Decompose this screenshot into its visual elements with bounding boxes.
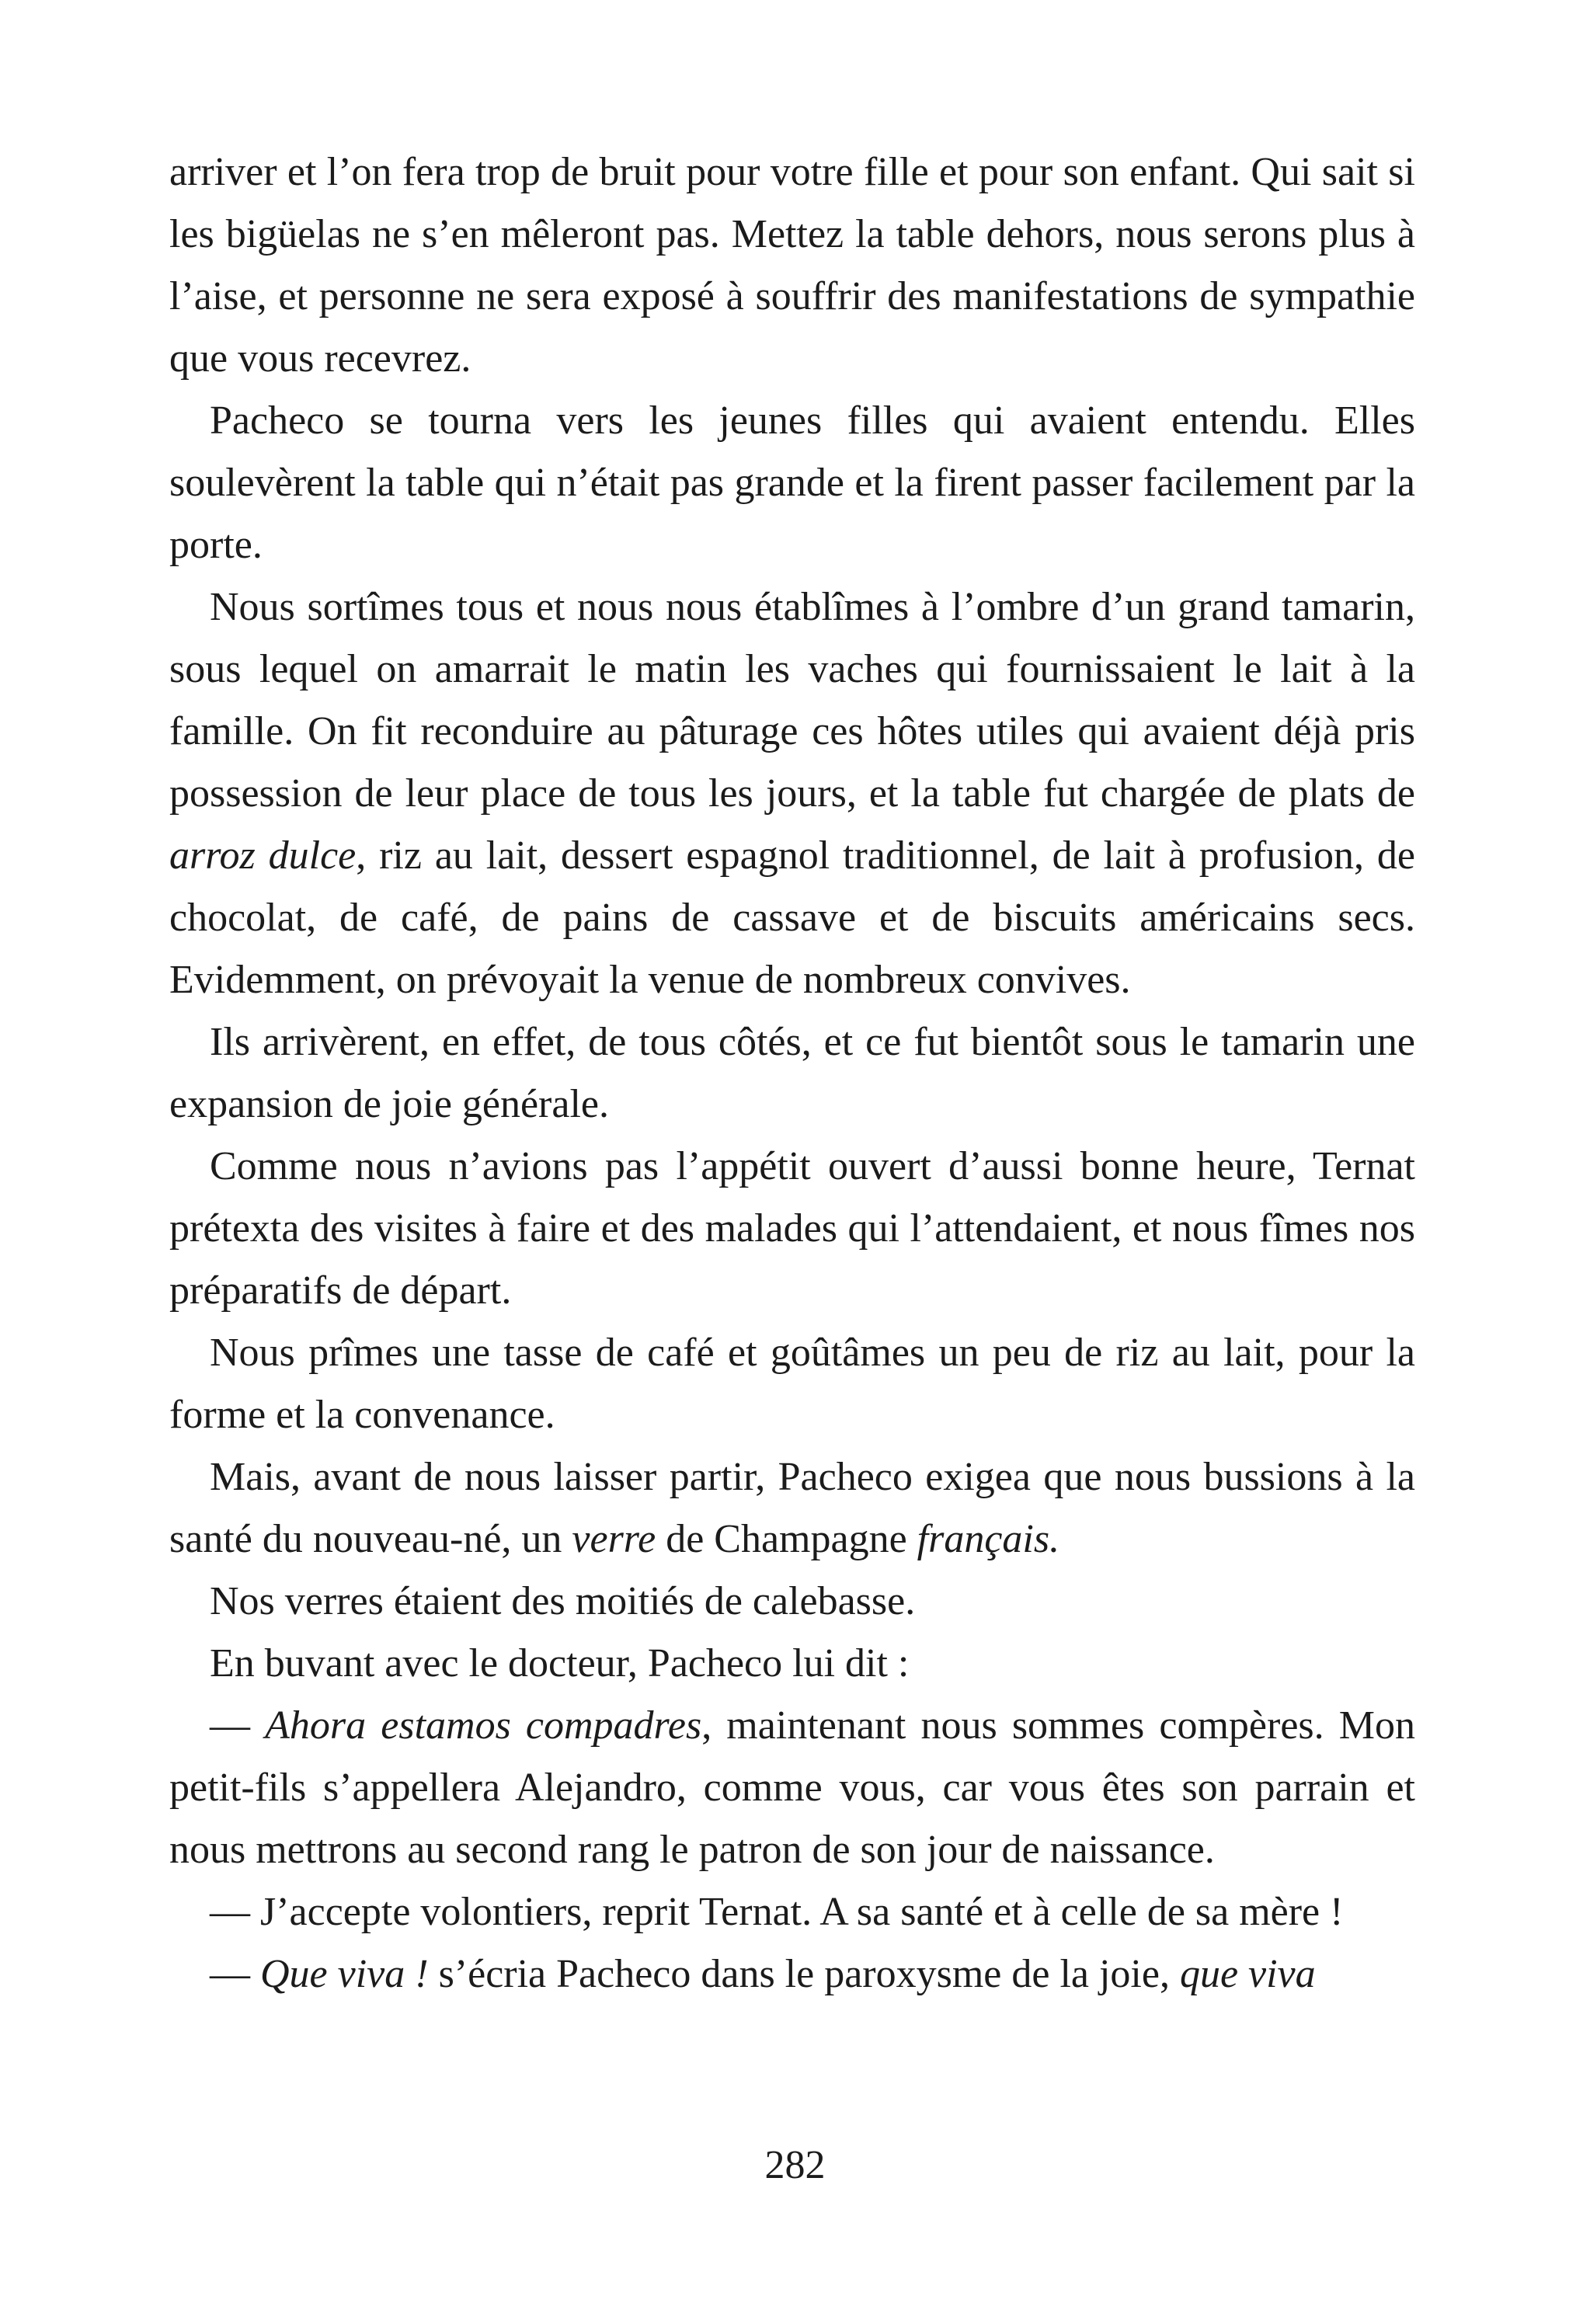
paragraph bbox=[169, 1633, 1415, 1695]
page-body bbox=[169, 141, 1415, 2006]
italic-run: que viva bbox=[1179, 1952, 1316, 1996]
paragraph bbox=[169, 141, 1415, 390]
text-run: , riz au lait, dessert espagnol traditionnel, de lait à profusion, de chocolat, de café, de pains de cassave et de biscuits américains secs. Evidemment, on prévoyait la venue de nombreux convives. bbox=[169, 833, 1415, 1002]
paragraph bbox=[169, 1695, 1415, 1881]
paragraph bbox=[169, 576, 1415, 1011]
text-run: Nous sortîmes tous et nous nous établîmes à l’ombre d’un grand tamarin, sous lequel on amarrait le matin les vaches qui fournissaient le lait à la famille. On fit reconduire au pâturage ces hôtes utiles qui avaient déjà pris possession de leur place de tous les jours, et la table fut chargée de plats de bbox=[169, 585, 1415, 816]
italic-run: verre bbox=[572, 1517, 656, 1561]
text-run: Nos verres étaient des moitiés de calebasse. bbox=[210, 1579, 916, 1623]
paragraph bbox=[169, 1322, 1415, 1446]
italic-run: Ahora estamos compadres bbox=[265, 1703, 702, 1748]
paragraph bbox=[169, 1011, 1415, 1136]
text-run: de Champagne bbox=[656, 1517, 917, 1561]
paragraph bbox=[169, 1881, 1415, 1943]
italic-run: Que viva ! bbox=[260, 1952, 429, 1996]
italic-run: arroz dulce bbox=[169, 833, 357, 878]
text-run: — J’accepte volontiers, reprit Ternat. A sa santé et à celle de sa mère ! bbox=[210, 1890, 1344, 1934]
text-run: Comme nous n’avions pas l’appétit ouvert d’aussi bonne heure, Ternat prétexta des visites à faire et des malades qui l’attendaient, et nous fîmes nos préparatifs de départ. bbox=[169, 1144, 1415, 1313]
text-run: s’écria Pacheco dans le paroxysme de la joie, bbox=[428, 1952, 1180, 1996]
paragraph bbox=[169, 390, 1415, 576]
paragraph bbox=[169, 1136, 1415, 1322]
text-run: , maintenant nous sommes compères. Mon petit-fils s’appellera Alejandro, comme vous, car vous êtes son parrain et nous mettrons au second rang le patron de son jour de naissance. bbox=[169, 1703, 1415, 1872]
text-run: Pacheco se tourna vers les jeunes filles qui avaient entendu. Elles soulevèrent la table qui n’était pas grande et la firent passer facilement par la porte. bbox=[169, 398, 1415, 567]
text-run: Nous prîmes une tasse de café et goûtâmes un peu de riz au lait, pour la forme et la convenance. bbox=[169, 1331, 1415, 1437]
page-number: 282 bbox=[764, 2143, 826, 2187]
paragraph bbox=[169, 1446, 1415, 1571]
text-run: — bbox=[210, 1952, 260, 1996]
text-run: arriver et l’on fera trop de bruit pour votre fille et pour son enfant. Qui sait si les bigüelas ne s’en mêleront pas. Mettez la table dehors, nous serons plus à l’aise, et personne ne sera exposé à souffrir des manifestations de sympathie que vous recevrez. bbox=[169, 150, 1415, 381]
italic-run: français. bbox=[917, 1517, 1060, 1561]
text-run: — bbox=[210, 1703, 266, 1748]
text-run: Mais, avant de nous laisser partir, Pacheco exigea que nous bussions à la santé du nouveau-né, un bbox=[169, 1455, 1415, 1561]
paragraph bbox=[169, 1943, 1415, 2006]
paragraph bbox=[169, 1571, 1415, 1633]
text-run: Ils arrivèrent, en effet, de tous côtés, et ce fut bientôt sous le tamarin une expansion de joie générale. bbox=[169, 1020, 1415, 1126]
text-run: En buvant avec le docteur, Pacheco lui dit : bbox=[210, 1641, 910, 1686]
